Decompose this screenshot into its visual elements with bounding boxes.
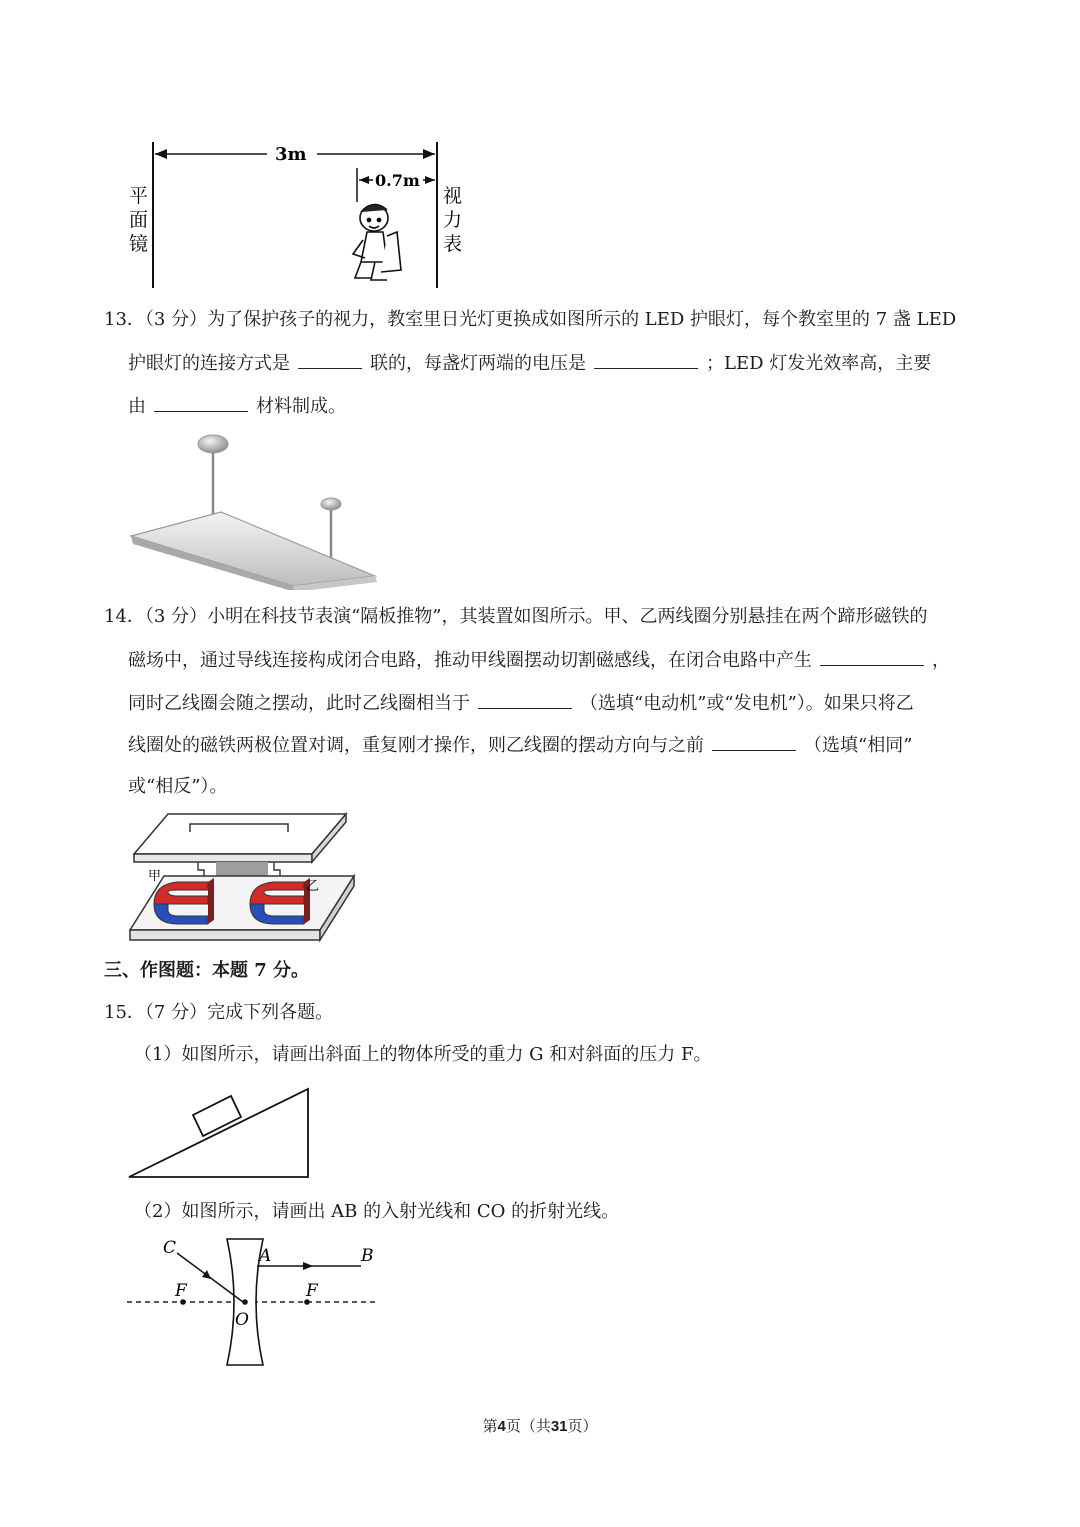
- footer-page-number: 4: [497, 1418, 506, 1435]
- footer-suffix: 页）: [567, 1417, 598, 1435]
- q13-blank-connection[interactable]: [298, 350, 362, 369]
- section-3-heading: 三、作图题：本题 7 分。: [104, 960, 310, 981]
- q13-line-1: 13．（3 分）为了保护孩子的视力，教室里日光灯更换成如图所示的 LED 护眼灯，每个教室里的 7 盏 LED: [104, 309, 957, 330]
- label-c: C: [163, 1238, 177, 1258]
- mirror-label-3: 镜: [129, 233, 149, 255]
- q14-line-4: [128, 732, 912, 758]
- q13-text-e: 材料制成。: [256, 396, 346, 417]
- q14-line-1: 14．（3 分）小明在科技节表演“隔板推物”，其装置如图所示。甲、乙两线圈分别悬挂在两个蹄形磁铁的: [104, 606, 928, 627]
- q13-text-a: 护眼灯的连接方式是: [128, 353, 290, 374]
- footer-prefix: 第: [482, 1417, 498, 1435]
- q14-blank-current[interactable]: [820, 647, 924, 666]
- q14-blank-direction[interactable]: [712, 732, 796, 751]
- distance-0-7m-label: 0.7m: [375, 171, 420, 190]
- label-a: A: [259, 1246, 272, 1266]
- q15-title: 15．（7 分）完成下列各题。: [104, 1002, 334, 1023]
- q14-text-c: 同时乙线圈会随之摆动，此时乙线圈相当于: [128, 693, 470, 714]
- label-o: O: [235, 1310, 249, 1330]
- q14-text-a: 磁场中，通过导线连接构成闭合电路，推动甲线圈摆动切割磁感线，在闭合电路中产生: [128, 650, 812, 671]
- q14-line-5: 或“相反”）。: [128, 776, 228, 797]
- footer-total-pages: 31: [550, 1418, 568, 1435]
- q13-blank-voltage[interactable]: [594, 350, 698, 369]
- label-yi: 乙: [306, 879, 320, 894]
- q14-text-f: （选填“相同”: [804, 735, 913, 756]
- mirror-label-2: 面: [129, 209, 149, 231]
- q13-blank-material[interactable]: [154, 393, 248, 412]
- label-f-right: F: [306, 1281, 318, 1301]
- q14-line-2: [128, 647, 950, 673]
- label-jia: 甲: [148, 869, 162, 884]
- q14-blank-device[interactable]: [478, 690, 572, 709]
- led-lamp-figure: [125, 430, 385, 590]
- chart-label-2: 力: [443, 209, 463, 231]
- label-f-left: F: [175, 1281, 187, 1301]
- chart-label-3: 表: [443, 233, 463, 255]
- incline-figure: [125, 1082, 315, 1182]
- child-figure: [353, 204, 401, 280]
- concave-lens-figure: [125, 1235, 385, 1370]
- block-on-incline: [193, 1096, 241, 1136]
- q14-line-3: [128, 690, 914, 716]
- q13-line-2: [128, 350, 931, 376]
- q13-text-c: ；LED 灯发光效率高，主要: [706, 353, 932, 374]
- distance-3m-label: 3m: [275, 144, 307, 165]
- q13-line-3: [128, 393, 346, 419]
- q14-text-d: （选填“电动机”或“发电机”）。如果只将乙: [580, 693, 914, 714]
- mirror-label-1: 平: [129, 185, 149, 207]
- mirror-distance-figure: [125, 140, 470, 290]
- label-b: B: [361, 1246, 374, 1266]
- q14-text-e: 线圈处的磁铁两极位置对调，重复刚才操作，则乙线圈的摆动方向与之前: [128, 735, 704, 756]
- page-footer: [0, 1415, 1080, 1436]
- q13-text-b: 联的，每盏灯两端的电压是: [370, 353, 586, 374]
- chart-label-1: 视: [443, 185, 463, 207]
- partition-push-figure: [128, 812, 360, 944]
- q13-text-d: 由: [128, 396, 146, 417]
- q15-part-1: （1）如图所示，请画出斜面上的物体所受的重力 G 和对斜面的压力 F。: [134, 1044, 712, 1065]
- q15-part-2: （2）如图所示，请画出 AB 的入射光线和 CO 的折射光线。: [134, 1201, 620, 1222]
- q14-text-b: ，: [932, 650, 950, 671]
- footer-middle: 页（共: [505, 1417, 551, 1435]
